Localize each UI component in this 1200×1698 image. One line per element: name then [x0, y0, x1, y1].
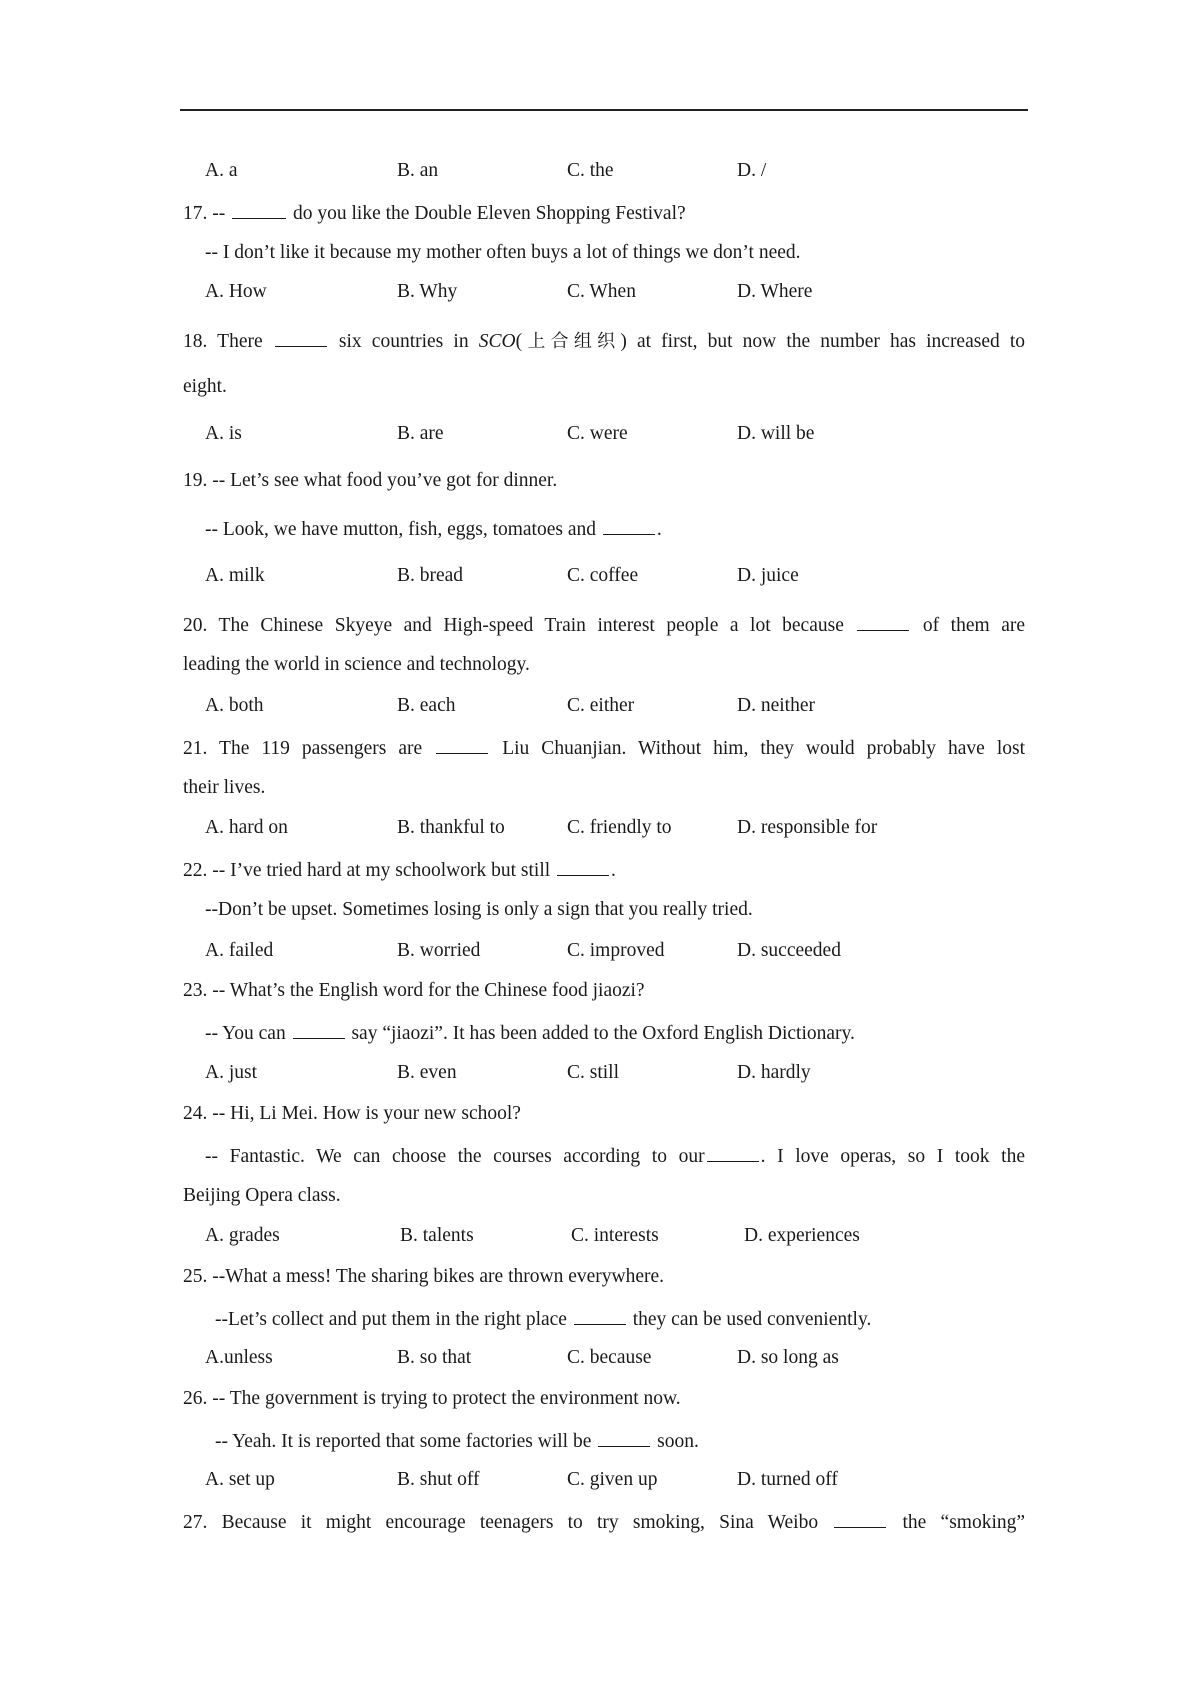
q18-stem-mid: six countries in: [338, 331, 469, 352]
header-rule: [180, 109, 1028, 111]
q24-stem: 24. -- Hi, Li Mei. How is your new school?: [183, 1103, 521, 1124]
q22-option-b[interactable]: B. worried: [397, 940, 481, 961]
q23-reply-end: say “jiaozi”. It has been added to the Oxford English Dictionary.: [351, 1023, 855, 1044]
q22-blank[interactable]: [557, 857, 609, 876]
q19-option-c[interactable]: C. coffee: [567, 565, 639, 586]
q20-option-d[interactable]: D. neither: [737, 695, 815, 716]
q19-stem: 19. -- Let’s see what food you’ve got for dinner.: [183, 470, 558, 491]
q27-stem: [183, 1509, 1025, 1535]
q23-reply-start: -- You can: [205, 1023, 286, 1044]
q25-option-b[interactable]: B. so that: [397, 1347, 472, 1368]
q18-paren-open: (: [515, 331, 523, 352]
q20-option-a[interactable]: A. both: [205, 695, 264, 716]
q17-stem-start: 17. --: [183, 203, 226, 224]
q24-option-a[interactable]: A. grades: [205, 1225, 280, 1246]
q26-reply-start: -- Yeah. It is reported that some factories will be: [215, 1431, 592, 1452]
q18-sco-term: [479, 331, 1025, 352]
q27-stem-start: 27. Because it might encourage teenagers to try smoking, Sina Weibo: [183, 1512, 819, 1533]
q25-option-a[interactable]: A.unless: [205, 1347, 273, 1368]
q23-option-b[interactable]: B. even: [397, 1062, 457, 1083]
q21-stem-start: 21. The 119 passengers are: [183, 738, 423, 759]
q22-stem-start: 22. -- I’ve tried hard at my schoolwork but still: [183, 860, 551, 881]
q26-blank[interactable]: [598, 1428, 650, 1447]
q18-stem-continued: eight.: [183, 376, 227, 397]
q18-option-b[interactable]: B. are: [397, 423, 444, 444]
q25-blank[interactable]: [574, 1306, 626, 1325]
q17-option-a[interactable]: A. How: [205, 281, 267, 302]
q24-reply-continued: Beijing Opera class.: [183, 1185, 341, 1206]
q22-stem-end: .: [611, 860, 616, 881]
q19-reply: [205, 516, 662, 542]
q25-reply-end: they can be used conveniently.: [632, 1309, 872, 1330]
q21-stem: [183, 735, 1025, 761]
q20-stem: [183, 612, 1025, 638]
q26-option-d[interactable]: D. turned off: [737, 1469, 838, 1490]
q27-stem-end: the “smoking”: [902, 1512, 1026, 1533]
q23-stem: 23. -- What’s the English word for the Chinese food jiaozi?: [183, 980, 645, 1001]
q23-blank[interactable]: [293, 1020, 345, 1039]
q19-option-d[interactable]: D. juice: [737, 565, 799, 586]
q20-option-c[interactable]: C. either: [567, 695, 635, 716]
q24-blank[interactable]: [707, 1143, 759, 1162]
q25-stem: 25. --What a mess! The sharing bikes are thrown everywhere.: [183, 1266, 665, 1287]
q24-option-d[interactable]: D. experiences: [744, 1225, 860, 1246]
q16-option-c[interactable]: C. the: [567, 160, 614, 181]
q26-reply-end: soon.: [657, 1431, 699, 1452]
q24-option-c[interactable]: C. interests: [571, 1225, 659, 1246]
q18-stem-end: ) at first, but now the number has increased to: [620, 331, 1026, 352]
q18-option-d[interactable]: D. will be: [737, 423, 815, 444]
q17-option-d[interactable]: D. Where: [737, 281, 813, 302]
q21-stem-end: Liu Chuanjian. Without him, they would probably have lost: [502, 738, 1026, 759]
q17-stem: [183, 200, 686, 226]
q22-reply: --Don’t be upset. Sometimes losing is only a sign that you really tried.: [205, 899, 753, 920]
q21-stem-continued: their lives.: [183, 777, 266, 798]
q26-option-c[interactable]: C. given up: [567, 1469, 658, 1490]
q20-stem-end: of them are: [922, 615, 1026, 636]
q26-stem: 26. -- The government is trying to protect the environment now.: [183, 1388, 681, 1409]
q19-blank[interactable]: [603, 516, 655, 535]
q26-option-a[interactable]: A. set up: [205, 1469, 275, 1490]
q16-option-a[interactable]: A. a: [205, 160, 238, 181]
q21-option-d[interactable]: D. responsible for: [737, 817, 878, 838]
q19-reply-start: -- Look, we have mutton, fish, eggs, tomatoes and: [205, 519, 596, 540]
q18-sco: SCO: [478, 331, 516, 352]
q24-reply: [205, 1143, 1025, 1169]
q20-option-b[interactable]: B. each: [397, 695, 456, 716]
q26-option-b[interactable]: B. shut off: [397, 1469, 480, 1490]
q16-option-d[interactable]: D. /: [737, 160, 767, 181]
q18-option-a[interactable]: A. is: [205, 423, 242, 444]
q19-option-a[interactable]: A. milk: [205, 565, 265, 586]
q27-blank[interactable]: [834, 1509, 886, 1528]
q22-stem: [183, 857, 616, 883]
q25-option-d[interactable]: D. so long as: [737, 1347, 839, 1368]
q20-stem-continued: leading the world in science and technology.: [183, 654, 530, 675]
q25-reply: [215, 1306, 871, 1332]
q17-option-c[interactable]: C. When: [567, 281, 636, 302]
q25-reply-start: --Let’s collect and put them in the right place: [215, 1309, 567, 1330]
q17-stem-end: do you like the Double Eleven Shopping Festival?: [293, 203, 686, 224]
q22-option-d[interactable]: D. succeeded: [737, 940, 841, 961]
q21-option-c[interactable]: C. friendly to: [567, 817, 672, 838]
q18-stem: [183, 328, 1025, 354]
q20-blank[interactable]: [857, 612, 909, 631]
q23-option-d[interactable]: D. hardly: [737, 1062, 811, 1083]
q18-chinese-term: 上合组织: [522, 331, 621, 352]
q21-blank[interactable]: [436, 735, 488, 754]
q17-option-b[interactable]: B. Why: [397, 281, 458, 302]
q20-stem-start: 20. The Chinese Skyeye and High-speed Train interest people a lot because: [183, 615, 844, 636]
q21-option-b[interactable]: B. thankful to: [397, 817, 505, 838]
q24-reply-start: -- Fantastic. We can choose the courses according to our: [205, 1146, 705, 1167]
q23-option-a[interactable]: A. just: [205, 1062, 258, 1083]
q19-reply-end: .: [656, 519, 662, 540]
q22-option-a[interactable]: A. failed: [205, 940, 274, 961]
q23-reply: [205, 1020, 855, 1046]
q18-stem-start: 18. There: [183, 331, 263, 352]
q17-reply: -- I don’t like it because my mother often buys a lot of things we don’t need.: [205, 242, 801, 263]
q24-reply-end: . I love operas, so I took the: [760, 1146, 1025, 1167]
q16-option-b[interactable]: B. an: [397, 160, 439, 181]
q21-option-a[interactable]: A. hard on: [205, 817, 288, 838]
q17-blank[interactable]: [232, 200, 286, 219]
q24-option-b[interactable]: B. talents: [400, 1225, 474, 1246]
q19-option-b[interactable]: B. bread: [397, 565, 464, 586]
q26-reply: [215, 1428, 699, 1454]
q18-option-c[interactable]: C. were: [567, 423, 628, 444]
q25-option-c[interactable]: C. because: [567, 1347, 652, 1368]
q23-option-c[interactable]: C. still: [567, 1062, 620, 1083]
q18-blank[interactable]: [275, 328, 327, 347]
q22-option-c[interactable]: C. improved: [567, 940, 665, 961]
